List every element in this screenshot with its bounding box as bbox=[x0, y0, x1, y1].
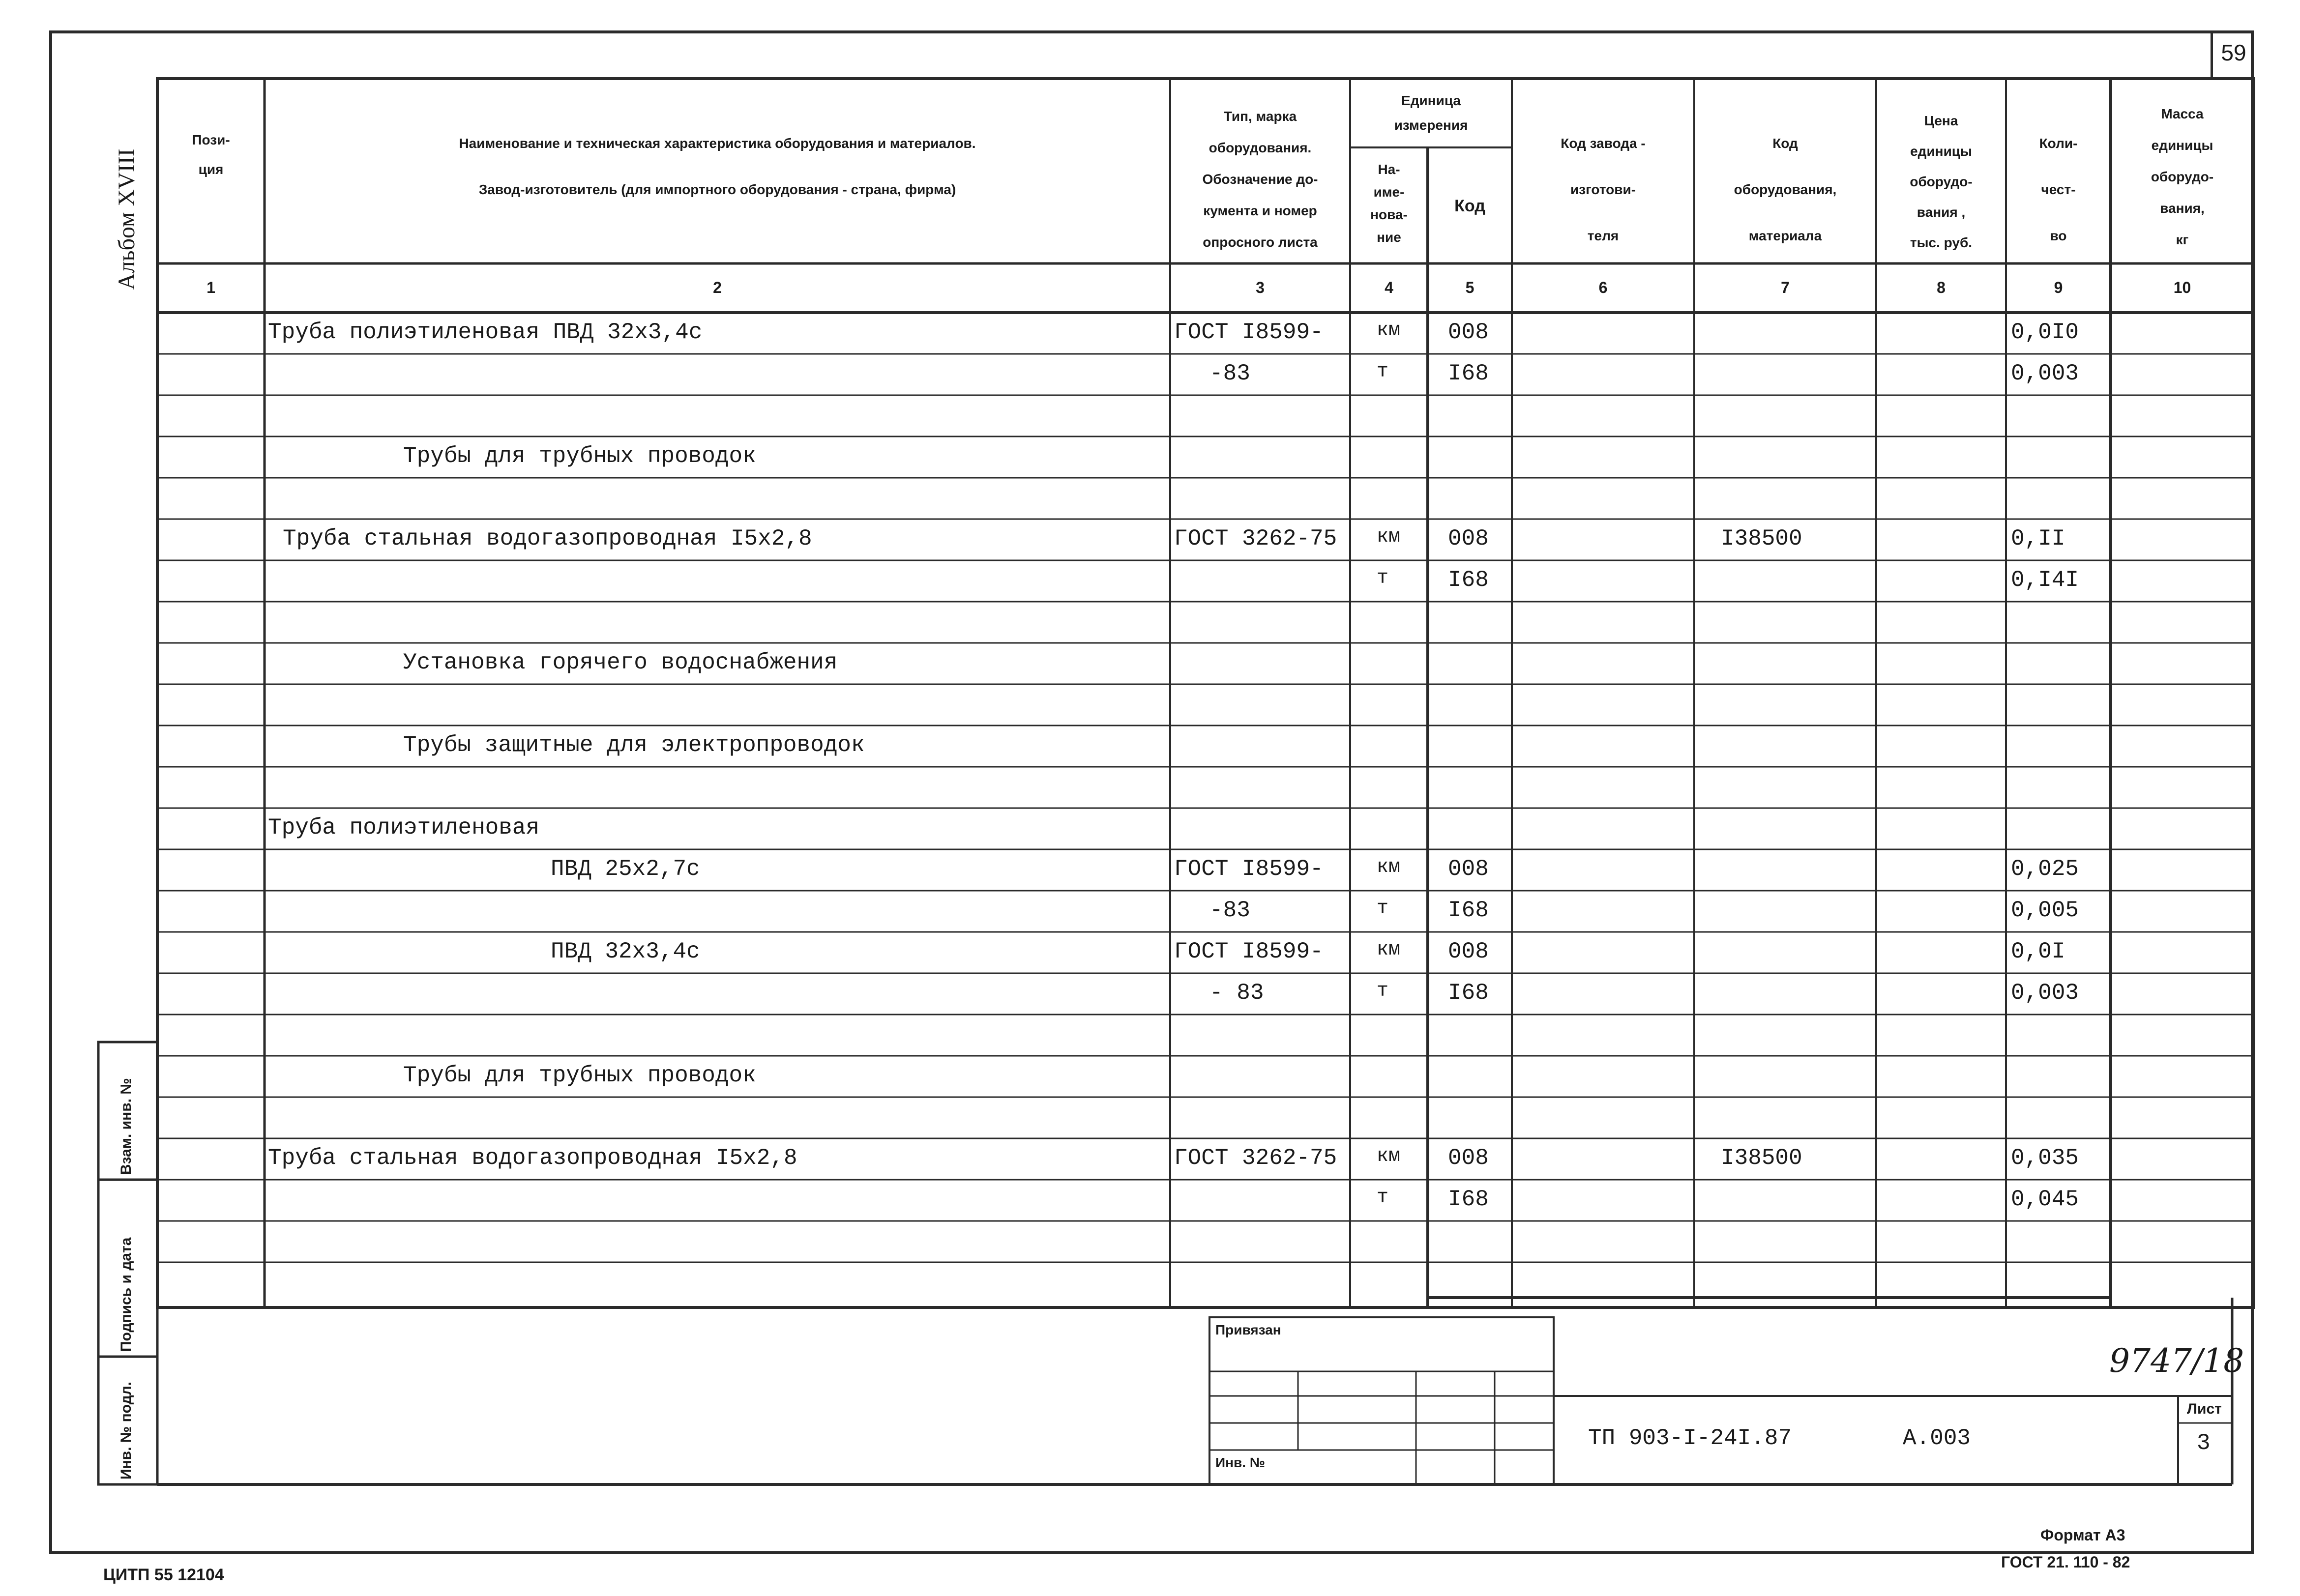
header-price-l1: Цена bbox=[1924, 113, 1958, 128]
header-unit-l2: измерения bbox=[1394, 117, 1468, 133]
row-name: Трубы защитные для электропроводок bbox=[403, 732, 865, 758]
column-number: 9 bbox=[2054, 279, 2063, 296]
column-number: 4 bbox=[1385, 279, 1393, 296]
row-doc: -83 bbox=[1209, 361, 1250, 386]
row-name: Труба стальная водогазопроводная I5х2,8 bbox=[283, 526, 812, 551]
column-number: 7 bbox=[1781, 279, 1790, 296]
header-unit-name-l3: нова- bbox=[1370, 207, 1408, 222]
header-material-code bbox=[1694, 120, 1876, 259]
header-price-l2: единицы bbox=[1910, 144, 1972, 159]
row-name: Труба полиэтиленовая bbox=[268, 815, 540, 841]
footer-gost: ГОСТ 21. 110 - 82 bbox=[2001, 1553, 2130, 1571]
header-type bbox=[1170, 101, 1350, 258]
row-unit-code: I68 bbox=[1448, 567, 1489, 593]
header-unit-l1: Единица bbox=[1401, 93, 1461, 108]
row-name: Труба полиэтиленовая ПВД 32х3,4с bbox=[268, 319, 703, 345]
stamp-privyazan: Привязан bbox=[1215, 1322, 1281, 1337]
row-name: ПВД 32х3,4с bbox=[551, 939, 700, 964]
row-unit: т bbox=[1377, 567, 1389, 589]
column-number: 10 bbox=[2173, 279, 2191, 296]
column-number: 3 bbox=[1256, 279, 1265, 296]
header-factory-l3: теля bbox=[1587, 228, 1619, 243]
row-material-code: I38500 bbox=[1721, 526, 1802, 551]
row-quantity: 0,025 bbox=[2011, 856, 2079, 882]
header-material-l2: оборудования, bbox=[1734, 182, 1837, 197]
row-name: Трубы для трубных проводок bbox=[403, 1063, 756, 1088]
row-unit: т bbox=[1377, 898, 1389, 920]
header-unit-name-l1: На- bbox=[1378, 162, 1400, 177]
row-doc: ГОСТ I8599- bbox=[1174, 939, 1324, 964]
header-unit-group bbox=[1350, 88, 1512, 138]
header-name-line1: Наименование и техническая характеристика оборудования и материалов. bbox=[459, 136, 976, 151]
header-factory-l2: изготови- bbox=[1570, 182, 1636, 197]
header-price-l5: тыс. руб. bbox=[1910, 235, 1973, 250]
row-doc: - 83 bbox=[1209, 980, 1264, 1006]
row-doc: ГОСТ I8599- bbox=[1174, 319, 1324, 345]
header-qty-l2: чест- bbox=[2041, 182, 2076, 197]
row-doc: ГОСТ I8599- bbox=[1174, 856, 1324, 882]
row-quantity: 0,005 bbox=[2011, 898, 2079, 923]
row-unit: т bbox=[1377, 980, 1389, 1002]
header-unit-name-l4: ние bbox=[1377, 230, 1401, 245]
strip-inv-podl: Инв. № подл. bbox=[118, 1381, 134, 1480]
stamp-project: ТП 903-I-24I.87 bbox=[1588, 1425, 1792, 1451]
header-type-l4: кумента и номер bbox=[1203, 203, 1317, 218]
header-type-l5: опросного листа bbox=[1203, 234, 1318, 250]
header-type-l3: Обозначение до- bbox=[1202, 172, 1318, 187]
row-name: Установка горячего водоснабжения bbox=[403, 650, 838, 675]
row-unit: км bbox=[1377, 1145, 1401, 1167]
header-mass-l4: вания, bbox=[2160, 201, 2205, 216]
column-number: 5 bbox=[1465, 279, 1474, 296]
row-name: Труба стальная водогазопроводная I5х2,8 bbox=[268, 1145, 797, 1171]
header-unit-code: Код bbox=[1454, 197, 1485, 215]
header-position bbox=[157, 125, 265, 184]
header-mass-l3: оборудо- bbox=[2151, 169, 2214, 184]
header-unit-name bbox=[1350, 158, 1428, 249]
row-doc: -83 bbox=[1209, 898, 1250, 923]
row-quantity: 0,0I bbox=[2011, 939, 2065, 964]
row-unit-code: I68 bbox=[1448, 980, 1489, 1006]
stamp-handwritten: 9747/18 bbox=[2109, 1342, 2244, 1380]
header-position-line2: ция bbox=[198, 162, 224, 177]
row-name: ПВД 25х2,7с bbox=[551, 856, 700, 882]
stamp-list-label: Лист bbox=[2187, 1401, 2222, 1417]
stamp-inv-no: Инв. № bbox=[1215, 1455, 1266, 1470]
strip-vzam: Взам. инв. № bbox=[118, 1078, 134, 1175]
row-unit-code: I68 bbox=[1448, 898, 1489, 923]
header-mass-l5: кг bbox=[2176, 232, 2189, 247]
header-position-line1: Пози- bbox=[192, 132, 230, 147]
row-unit: т bbox=[1377, 361, 1389, 383]
header-factory-code bbox=[1512, 120, 1694, 259]
header-price-l4: вания , bbox=[1917, 204, 1966, 220]
row-unit-code: I68 bbox=[1448, 361, 1489, 386]
column-number: 6 bbox=[1598, 279, 1608, 296]
header-type-l2: оборудования. bbox=[1209, 140, 1312, 155]
row-doc: ГОСТ 3262-75 bbox=[1174, 1145, 1337, 1171]
strip-podpis: Подпись и дата bbox=[118, 1237, 134, 1352]
header-material-l1: Код bbox=[1772, 136, 1798, 151]
footer-left-code: ЦИТП 55 12104 bbox=[103, 1566, 224, 1584]
row-unit: км bbox=[1377, 856, 1401, 878]
header-name bbox=[265, 120, 1170, 213]
stamp-list-number: 3 bbox=[2197, 1430, 2211, 1456]
header-qty-l1: Коли- bbox=[2039, 136, 2078, 151]
header-factory-l1: Код завода - bbox=[1561, 136, 1646, 151]
row-unit-code: 008 bbox=[1448, 319, 1489, 345]
row-doc: ГОСТ 3262-75 bbox=[1174, 526, 1337, 551]
header-unit-name-l2: име- bbox=[1373, 184, 1405, 200]
header-material-l3: материала bbox=[1748, 228, 1822, 243]
row-quantity: 0,035 bbox=[2011, 1145, 2079, 1171]
column-number: 2 bbox=[713, 279, 722, 296]
column-number: 8 bbox=[1937, 279, 1946, 296]
row-quantity: 0,0I0 bbox=[2011, 319, 2079, 345]
header-mass-l1: Масса bbox=[2161, 106, 2204, 121]
row-unit-code: 008 bbox=[1448, 1145, 1489, 1171]
row-unit: км bbox=[1377, 526, 1401, 548]
header-mass bbox=[2111, 98, 2254, 256]
row-quantity: 0,045 bbox=[2011, 1187, 2079, 1212]
page-number: 59 bbox=[2221, 40, 2246, 65]
row-quantity: 0,I4I bbox=[2011, 567, 2079, 593]
row-quantity: 0,II bbox=[2011, 526, 2065, 551]
row-quantity: 0,003 bbox=[2011, 361, 2079, 386]
stamp-album: А.003 bbox=[1903, 1425, 1971, 1451]
album-label: Альбом XVIII bbox=[114, 148, 140, 290]
row-material-code: I38500 bbox=[1721, 1145, 1802, 1171]
row-unit: км bbox=[1377, 939, 1401, 961]
header-name-line2: Завод-изготовитель (для импортного оборудования - страна, фирма) bbox=[478, 182, 956, 197]
column-number: 1 bbox=[206, 279, 215, 296]
header-quantity bbox=[2006, 120, 2111, 259]
header-price bbox=[1876, 106, 2006, 258]
row-unit: т bbox=[1377, 1187, 1389, 1209]
header-type-l1: Тип, марка bbox=[1223, 109, 1297, 124]
footer-format: Формат А3 bbox=[2040, 1526, 2125, 1544]
header-price-l3: оборудо- bbox=[1910, 174, 1973, 189]
header-mass-l2: единицы bbox=[2151, 138, 2213, 153]
row-unit-code: I68 bbox=[1448, 1187, 1489, 1212]
header-qty-l3: во bbox=[2050, 228, 2067, 243]
row-name: Трубы для трубных проводок bbox=[403, 443, 756, 469]
row-unit-code: 008 bbox=[1448, 526, 1489, 551]
row-unit: км bbox=[1377, 319, 1401, 342]
row-quantity: 0,003 bbox=[2011, 980, 2079, 1006]
row-unit-code: 008 bbox=[1448, 939, 1489, 964]
row-unit-code: 008 bbox=[1448, 856, 1489, 882]
